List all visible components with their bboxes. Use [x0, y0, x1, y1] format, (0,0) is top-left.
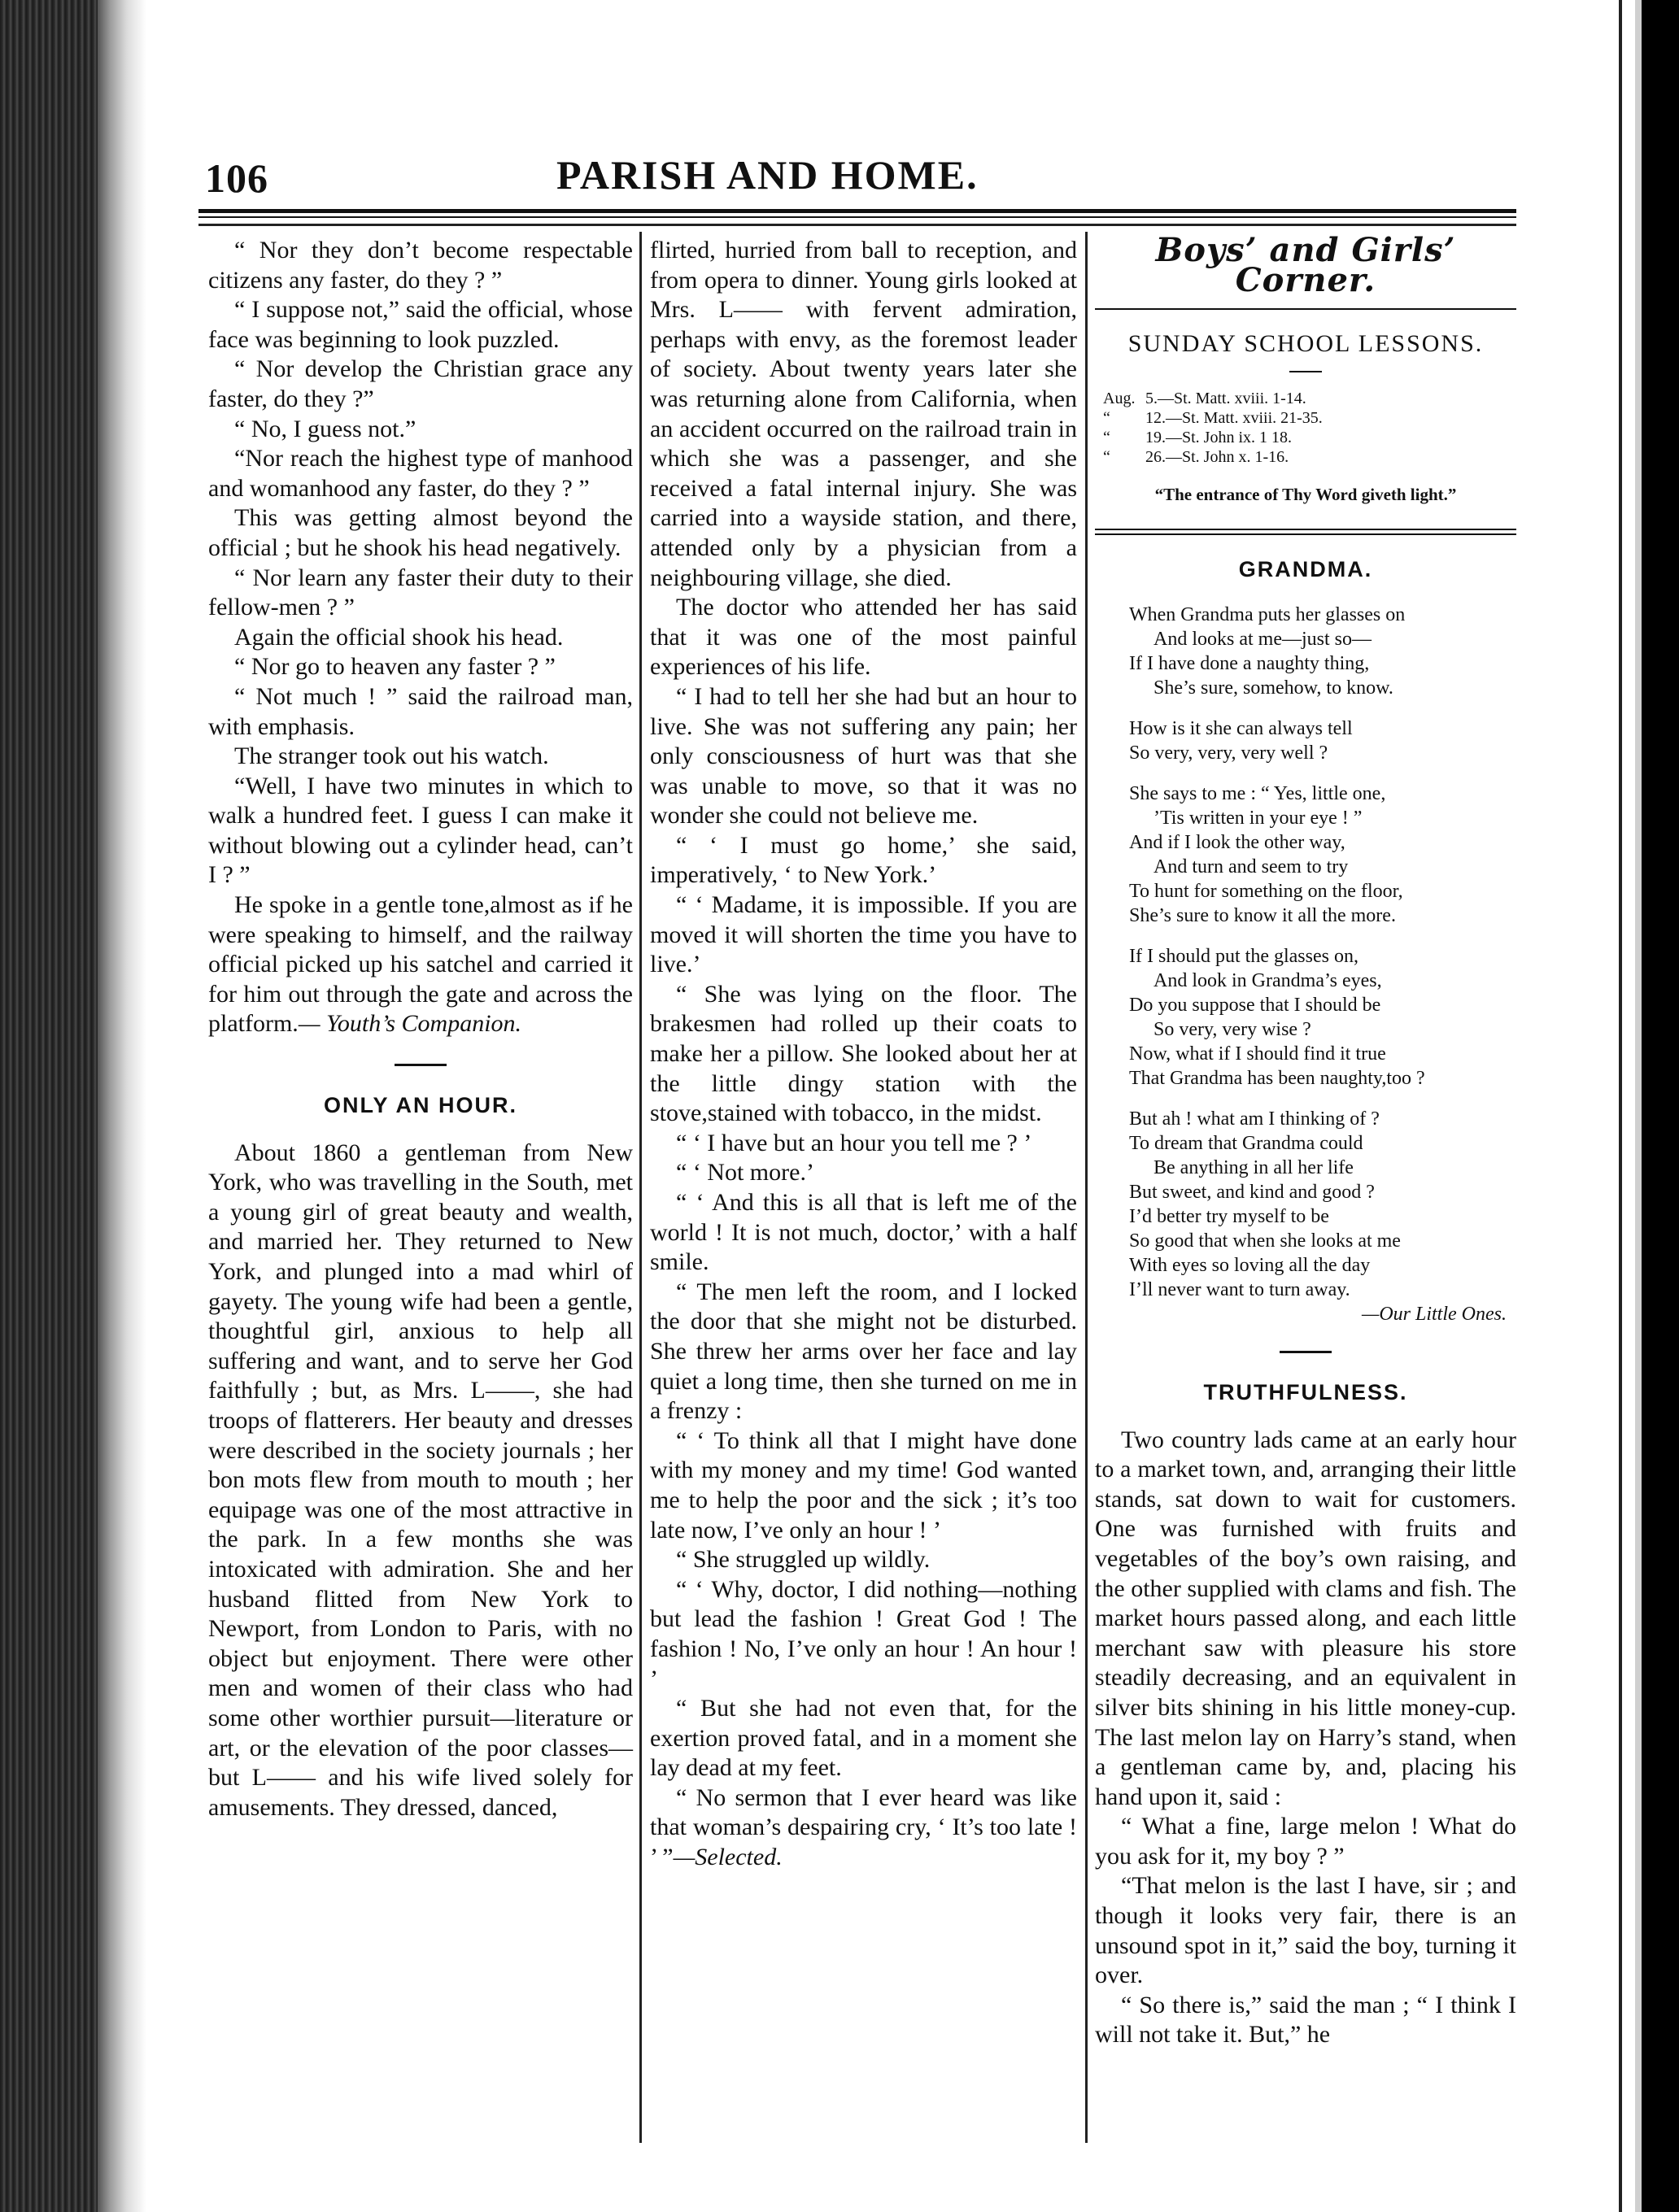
paragraph: “ I suppose not,” said the official, whose face was beginning to look puzzled. — [208, 296, 633, 353]
column-1 — [208, 236, 633, 1822]
paragraph: “ But she had not even that, for the exertion proved fatal, and in a moment she lay dead at my feet. — [650, 1695, 1077, 1782]
paragraph: “ ‘ And this is all that is left me of the world ! It is not much, doctor,’ with a half smile. — [650, 1189, 1077, 1276]
paragraph-text: “ No sermon that I ever heard was like that woman’s despairing cry, ‘ It’s too late ! ’ ” — [650, 1783, 1077, 1871]
section-separator — [395, 1064, 447, 1066]
page-edge-gap — [1635, 0, 1642, 2212]
column-3 — [1095, 231, 1516, 2050]
poem-stanza — [1129, 603, 1516, 700]
poem-line: So very, very, very well ? — [1129, 742, 1328, 764]
column-2 — [650, 236, 1077, 1873]
paragraph: The doctor who attended her has said that it was one of the most painful experiences of his life. — [650, 594, 1077, 681]
book-binding — [0, 0, 98, 2212]
lesson-text: 5.—St. Matt. xviii. 1-14. — [1145, 389, 1306, 407]
poem-line: And turn and seem to try — [1153, 856, 1349, 877]
newspaper-page — [198, 122, 1516, 2171]
lesson-list — [1095, 389, 1516, 467]
lesson-item — [1103, 428, 1516, 447]
lesson-month: Aug. — [1103, 389, 1136, 407]
lesson-text: 26.—St. John x. 1-16. — [1145, 447, 1289, 466]
paragraph: “ The men left the room, and I locked the door that she might not be disturbed. She threw her arms over her face and lay quiet a long time, then she turned on me in a frenzy : — [650, 1278, 1077, 1425]
header-rule-thick — [198, 209, 1516, 213]
gutter-shadow — [98, 0, 146, 2212]
poem-line: ’Tis written in your eye ! ” — [1153, 807, 1363, 829]
paragraph: “ I had to tell her she had but an hour to live. She was not suffering any pain; her only consciousness of hurt was that she was unable to move, so that it was no wonder she could not believe me. — [650, 682, 1077, 830]
poem-attribution: —Our Little Ones. — [1361, 1303, 1507, 1325]
lesson-motto: “The entrance of Thy Word giveth light.” — [1154, 484, 1457, 504]
poem-line: But sweet, and kind and good ? — [1129, 1181, 1375, 1203]
poem-line: To dream that Grandma could — [1129, 1132, 1363, 1154]
lesson-item — [1103, 447, 1516, 467]
paragraph: “Well, I have two minutes in which to walk a hundred feet. I guess I can make it without blowing out a cylinder head, can’t I ? ” — [208, 772, 633, 889]
scan-border — [1642, 0, 1679, 2212]
corner-rule — [1095, 308, 1516, 310]
poem-line: So very, very wise ? — [1153, 1018, 1311, 1040]
lesson-text: 12.—St. Matt. xviii. 21-35. — [1145, 408, 1323, 427]
poem-line: To hunt for something on the floor, — [1129, 880, 1403, 902]
header-rule-bottom — [198, 224, 1516, 226]
poem-line: And looks at me—just so— — [1153, 628, 1372, 650]
page-edge-line — [1619, 0, 1622, 2212]
poem-stanza — [1129, 944, 1516, 1091]
paragraph: “ Nor they don’t become respectable citizens any faster, do they ? ” — [208, 237, 633, 294]
poem-line: I’d better try myself to be — [1129, 1205, 1329, 1227]
sunday-school-heading: SUNDAY SCHOOL LESSONS. — [1127, 330, 1484, 358]
paragraph-text: He spoke in a gentle tone,almost as if he were speaking to himself, and the railway official picked up his satchel and carried it for him out through the gate and across the platform. — [208, 891, 633, 1038]
paragraph: “ What a fine, large melon ! What do you ask for it, my boy ? ” — [1095, 1813, 1516, 1870]
page-number: 106 — [205, 155, 268, 201]
article-body — [1095, 1426, 1516, 2050]
poem-stanza — [1129, 782, 1516, 928]
lesson-month: “ — [1103, 408, 1110, 427]
paragraph: “ ‘ I must go home,’ she said, imperatively, ‘ to New York.’ — [650, 831, 1077, 889]
paragraph: The stranger took out his watch. — [234, 742, 549, 770]
poem-line: If I should put the glasses on, — [1129, 945, 1358, 967]
paragraph: Two country lads came at an early hour to a market town, and, arranging their little stands, sat down to wait for customers. One was furnished with fruits and vegetables of the boy’s own raising, and the other supplied with clams and fish. The market hours passed along, and each little merchant saw with pleasure his store steadily decreasing, and an equivalent in silver bits shining in his little money-cup. The last melon lay on Harry’s stand, when a gentleman came by, and, placing his hand upon it, said : — [1095, 1426, 1516, 1810]
paragraph: “ She struggled up wildly. — [676, 1546, 931, 1574]
poem-heading: GRANDMA. — [1238, 557, 1373, 582]
lesson-item — [1103, 408, 1516, 428]
poem-line: So good that when she looks at me — [1129, 1230, 1401, 1252]
poem-stanza — [1129, 1107, 1516, 1302]
paragraph: “ So there is,” said the man ; “ I think I will not take it. But,” he — [1095, 1991, 1516, 2049]
short-rule — [1289, 371, 1322, 372]
paragraph: This was getting almost beyond the official ; but he shook his head negatively. — [208, 504, 633, 561]
lesson-item — [1103, 389, 1516, 408]
poem-line: How is it she can always tell — [1129, 717, 1353, 739]
paragraph: “ ‘ I have but an hour you tell me ? ’ — [676, 1129, 1032, 1156]
double-rule — [1095, 529, 1516, 535]
lesson-text: 19.—St. John ix. 1 18. — [1145, 428, 1293, 446]
paragraph: “ ‘ Madame, it is impossible. If you are moved it will shorten the time you have to live.’ — [650, 891, 1077, 978]
paragraph: “ Nor develop the Christian grace any faster, do they ?” — [208, 355, 633, 412]
paragraph: “ No, I guess not.” — [234, 415, 416, 442]
paragraph: Again the official shook his head. — [234, 623, 564, 651]
header-rule-thin — [198, 216, 1516, 218]
poem-line: And if I look the other way, — [1129, 831, 1345, 853]
source-attribution: —Selected. — [673, 1844, 783, 1871]
running-title: PARISH AND HOME. — [556, 152, 979, 198]
poem-line: With eyes so loving all the day — [1129, 1254, 1371, 1276]
paragraph — [650, 1783, 1077, 1873]
corner-title: Boys’ and Girls’ Corner. — [1155, 231, 1456, 299]
article-heading: TRUTHFULNESS. — [1203, 1379, 1408, 1404]
paragraph: “ Nor go to heaven any faster ? ” — [234, 653, 556, 681]
section-separator — [1280, 1351, 1332, 1353]
paragraph: flirted, hurried from ball to reception, and from opera to dinner. Young girls looked at Mrs. L—— with fervent admiration, perhaps with envy, as the foremost leader of society. About twenty years later she was returning alone from California, when an accident occurred on the railroad train in which she was a passenger, and she received a fatal internal injury. She was carried into a wayside station, and there, attended only by a physician from a neighbouring village, she died. — [650, 237, 1077, 591]
poem-line: But ah ! what am I thinking of ? — [1129, 1108, 1380, 1130]
poem-line: And look in Grandma’s eyes, — [1153, 969, 1382, 991]
poem-line: Do you suppose that I should be — [1129, 994, 1381, 1016]
poem-line: That Grandma has been naughty,too ? — [1129, 1067, 1425, 1089]
poem-line: If I have done a naughty thing, — [1129, 652, 1370, 674]
article-heading: ONLY AN HOUR. — [323, 1093, 518, 1118]
column-divider-1 — [639, 232, 642, 2143]
poem-line: She’s sure, somehow, to know. — [1153, 677, 1393, 699]
paragraph — [208, 890, 633, 1039]
poem-line: When Grandma puts her glasses on — [1129, 603, 1406, 625]
paragraph: “ ‘ To think all that I might have done with my money and my time! God wanted me to help the poor and the sick ; it’s too late now, I’ve only an hour ! ’ — [650, 1426, 1077, 1544]
poem-line: She’s sure to know it all the more. — [1129, 904, 1396, 926]
paragraph: “Nor reach the highest type of manhood and womanhood any faster, do they ? ” — [208, 445, 633, 502]
paragraph: About 1860 a gentleman from New York, who was travelling in the South, met a young girl of great beauty and wealth, and married her. They returned to New York, and plunged into a mad whirl of gayety. The young wife had been a gentle, thoughtful girl, anxious to help all suffering and want, and to serve her God faithfully ; but, as Mrs. L——, she had troops of flatterers. Her beauty and dresses were described in the society journals ; her bon mots flew from mouth to mouth ; her equipage was one of the most attractive in the park. In a few months she was intoxicated with admiration. She and her husband flitted from New York to Newport, from London to Paris, with no object but enjoyment. There were other men and women of their class who had some other worthier pursuit—literature or art, or the elevation of the poor classes—but L—— and his wife lived solely for amusements. They dressed, danced, — [208, 1139, 633, 1821]
poem-line: Be anything in all her life — [1153, 1156, 1354, 1178]
poem-stanza — [1129, 716, 1516, 765]
paragraph: “ Nor learn any faster their duty to their fellow-men ? ” — [208, 564, 633, 621]
column-divider-2 — [1085, 232, 1088, 2143]
poem-line: Now, what if I should find it true — [1129, 1043, 1386, 1065]
poem — [1095, 603, 1516, 1326]
paragraph: “ Not much ! ” said the railroad man, with emphasis. — [208, 682, 633, 740]
paragraph: “ ‘ Why, doctor, I did nothing—nothing but lead the fashion ! Great God ! The fashion ! No, I’ve only an hour ! An hour ! ’ — [650, 1575, 1077, 1692]
paragraph: “ ‘ Not more.’ — [676, 1159, 814, 1187]
paragraph: “That melon is the last I have, sir ; and though it looks very fair, there is an unsound spot in it,” said the boy, turning it over. — [1095, 1872, 1516, 1989]
poem-line: I’ll never want to turn away. — [1129, 1278, 1350, 1300]
paragraph: “ She was lying on the floor. The brakesmen had rolled up their coats to make her a pillow. She looked about her at the little dingy station with the stove,stained with tobacco, in the midst. — [650, 980, 1077, 1127]
poem-line: She says to me : “ Yes, little one, — [1129, 782, 1386, 804]
source-attribution: — Youth’s Companion. — [298, 1010, 522, 1038]
lesson-month: “ — [1103, 428, 1110, 446]
lesson-month: “ — [1103, 447, 1110, 466]
